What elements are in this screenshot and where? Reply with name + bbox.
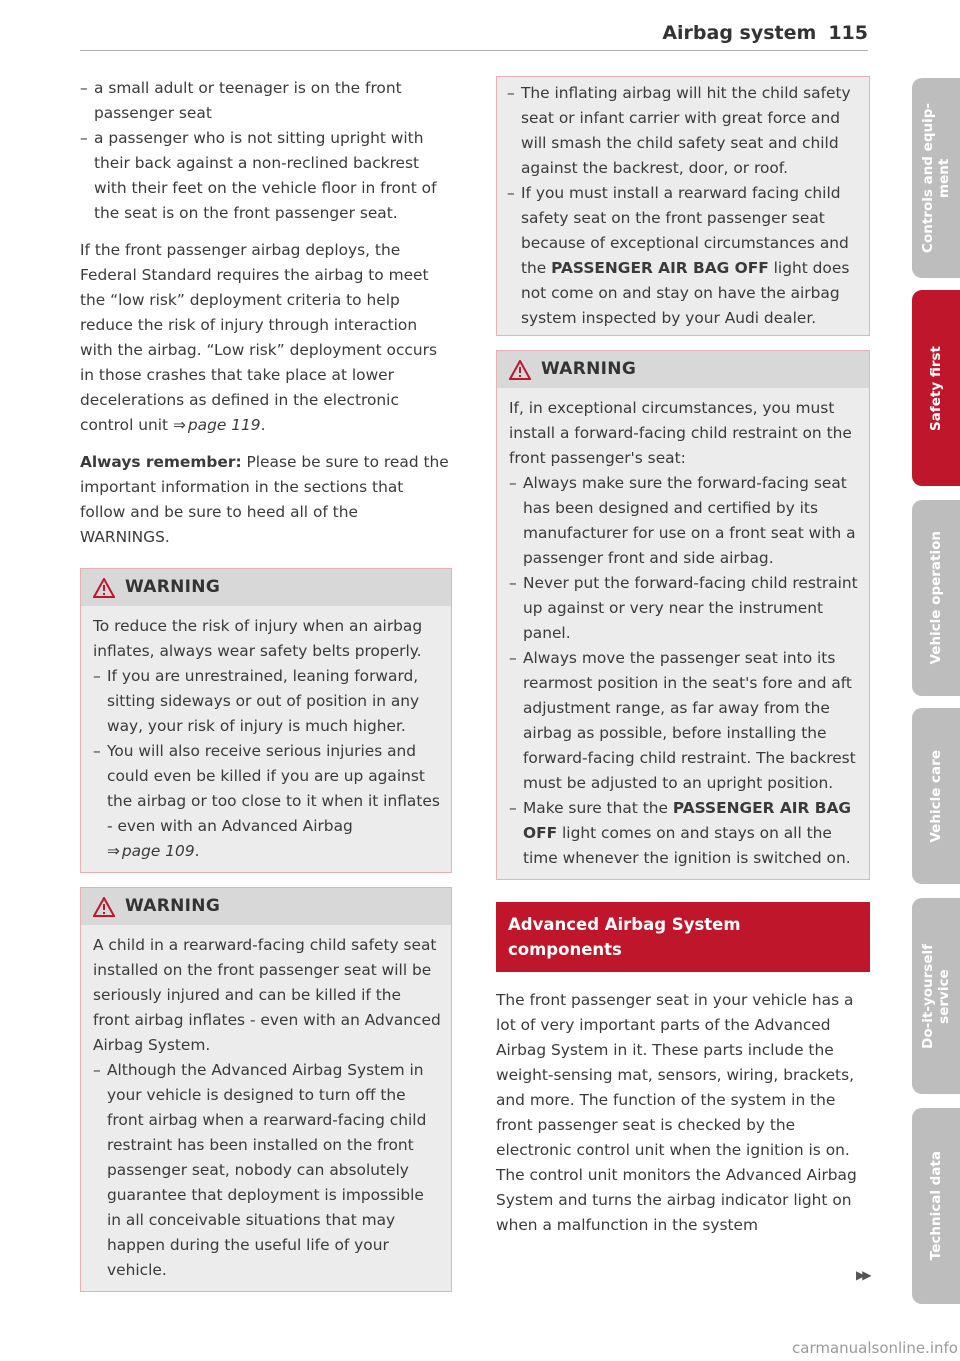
warning-list xyxy=(93,664,441,864)
warning-title: WARNING xyxy=(125,896,221,916)
always-remember-label: Always remember: xyxy=(80,453,242,471)
warning-intro: To reduce the risk of injury when an airbag inflates, always wear safety belts properly. xyxy=(93,617,423,660)
list-item: – If you must install a rearward facing child safety seat on the front passenger seat because of exceptional circumstances and the PASSENGER AIR BAG OFF light does not come on and stay on have the airbag system inspected by your Audi dealer. xyxy=(507,181,859,331)
paragraph-always-remember: Always remember: Please be sure to read the important information in the sections that follow and be sure to heed all of the WARNINGS. xyxy=(80,453,449,546)
warning-list xyxy=(507,81,859,331)
warning-list xyxy=(509,471,859,871)
conditions-list xyxy=(80,76,452,226)
list-item: – Although the Advanced Airbag System in your vehicle is designed to turn off the front airbag when a rearward-facing child restraint has been installed on the front passenger seat, nobody can absolutely guarantee that deployment is impossible in all conceivable situations that may happen during the useful life of your vehicle. xyxy=(93,1058,441,1283)
tab-safety-first[interactable]: Safety first xyxy=(912,290,960,486)
warning-header xyxy=(81,569,451,606)
warning-triangle-icon xyxy=(93,897,115,917)
warning-header xyxy=(497,351,869,388)
tab-vehicle-operation[interactable]: Vehicle operation xyxy=(912,500,960,696)
list-item: – a passenger who is not sitting upright with their back against a non-reclined backrest with their feet on the vehicle floor in front of the seat is on the front passenger seat. xyxy=(80,126,452,226)
list-item: – Always make sure the forward-facing seat has been designed and certified by its manufacturer for use on a front seat with a passenger front and side airbag. xyxy=(509,471,859,571)
warning-title: WARNING xyxy=(541,359,637,379)
warning-body xyxy=(81,925,451,1291)
list-item: – Always move the passenger seat into its rearmost position in the seat's fore and aft adjustment range, as far away from the airbag as possible, before installing the forward-facing child restraint. The backrest must be adjusted to an upright position. xyxy=(509,646,859,796)
paragraph-low-risk: If the front passenger airbag deploys, the Federal Standard requires the airbag to meet the “low risk” deployment criteria to help reduce the risk of injury through interaction with the airbag. “Low risk” deployment occurs in those crashes that take place at lower decelerations as defined in the electronic control unit ⇒ page 119. xyxy=(80,241,437,434)
watermark: carmanualsonline.info xyxy=(792,1339,958,1357)
tab-vehicle-care[interactable]: Vehicle care xyxy=(912,708,960,884)
warning-triangle-icon xyxy=(93,578,115,598)
header-rule xyxy=(80,50,868,51)
page-header xyxy=(662,22,868,44)
warning-continuation-body xyxy=(497,77,869,335)
tab-do-it-yourself-service[interactable]: Do-it-yourself service xyxy=(912,898,960,1094)
page-ref-arrow-icon: ⇒ xyxy=(107,842,120,860)
warning-box-2 xyxy=(80,887,452,1292)
page-reference-link[interactable]: page 109 xyxy=(121,842,195,860)
right-column xyxy=(496,76,870,1250)
warning-box-3 xyxy=(496,350,870,880)
list-item: – Make sure that the PASSENGER AIR BAG OFF light comes on and stays on all the time whenever the ignition is switched on. xyxy=(509,796,859,871)
warning-intro: If, in exceptional circumstances, you must install a forward-facing child restraint on the front passenger's seat: xyxy=(509,399,852,467)
list-item: – If you are unrestrained, leaning forward, sitting sideways or out of position in any way, your risk of injury is much higher. xyxy=(93,664,441,739)
left-column xyxy=(80,76,452,1306)
section-paragraph: The front passenger seat in your vehicle has a lot of very important parts of the Advanced Airbag System in it. These parts include the weight-sensing mat, sensors, wiring, brackets, and more. The function of the system in the front passenger seat is checked by the electronic control unit when the ignition is on. The control unit monitors the Advanced Airbag System and turns the airbag indicator light on when a malfunction in the system xyxy=(496,991,857,1234)
warning-title: WARNING xyxy=(125,577,221,597)
indicator-name: PASSENGER AIR BAG OFF xyxy=(551,259,769,277)
warning-header xyxy=(81,888,451,925)
list-item: – Never put the forward-facing child restraint up against or very near the instrument panel. xyxy=(509,571,859,646)
header-title: Airbag system xyxy=(662,22,817,44)
warning-body xyxy=(497,388,869,879)
warning-body xyxy=(81,606,451,872)
page-reference-link[interactable]: page 119 xyxy=(187,416,261,434)
warning-box-1 xyxy=(80,568,452,873)
list-item: – You will also receive serious injuries and could even be killed if you are up against the airbag or too close to it when it inflates - even with an Advanced Airbag ⇒ page 109. xyxy=(93,739,441,864)
warning-continuation-box xyxy=(496,76,870,336)
indicator-name: PASSENGER AIR BAG OFF xyxy=(523,799,851,842)
page-ref-arrow-icon: ⇒ xyxy=(172,416,186,434)
list-item: – a small adult or teenager is on the front passenger seat xyxy=(80,76,452,126)
page-number: 115 xyxy=(828,22,868,44)
warning-triangle-icon xyxy=(509,360,531,380)
continued-arrow-icon: ▶▶ xyxy=(856,1268,869,1282)
tab-controls-and-equipment[interactable]: Controls and equip- ment xyxy=(912,78,960,278)
section-heading: Advanced Airbag System components xyxy=(496,902,870,972)
list-item: – The inflating airbag will hit the child safety seat or infant carrier with great force and will smash the child safety seat and child against the backrest, door, or roof. xyxy=(507,81,859,181)
warning-list xyxy=(93,1058,441,1283)
warning-intro: A child in a rearward-facing child safety seat installed on the front passenger seat will be seriously injured and can be killed if the front airbag inflates - even with an Advanced Airbag System. xyxy=(93,936,441,1054)
tab-technical-data[interactable]: Technical data xyxy=(912,1108,960,1304)
